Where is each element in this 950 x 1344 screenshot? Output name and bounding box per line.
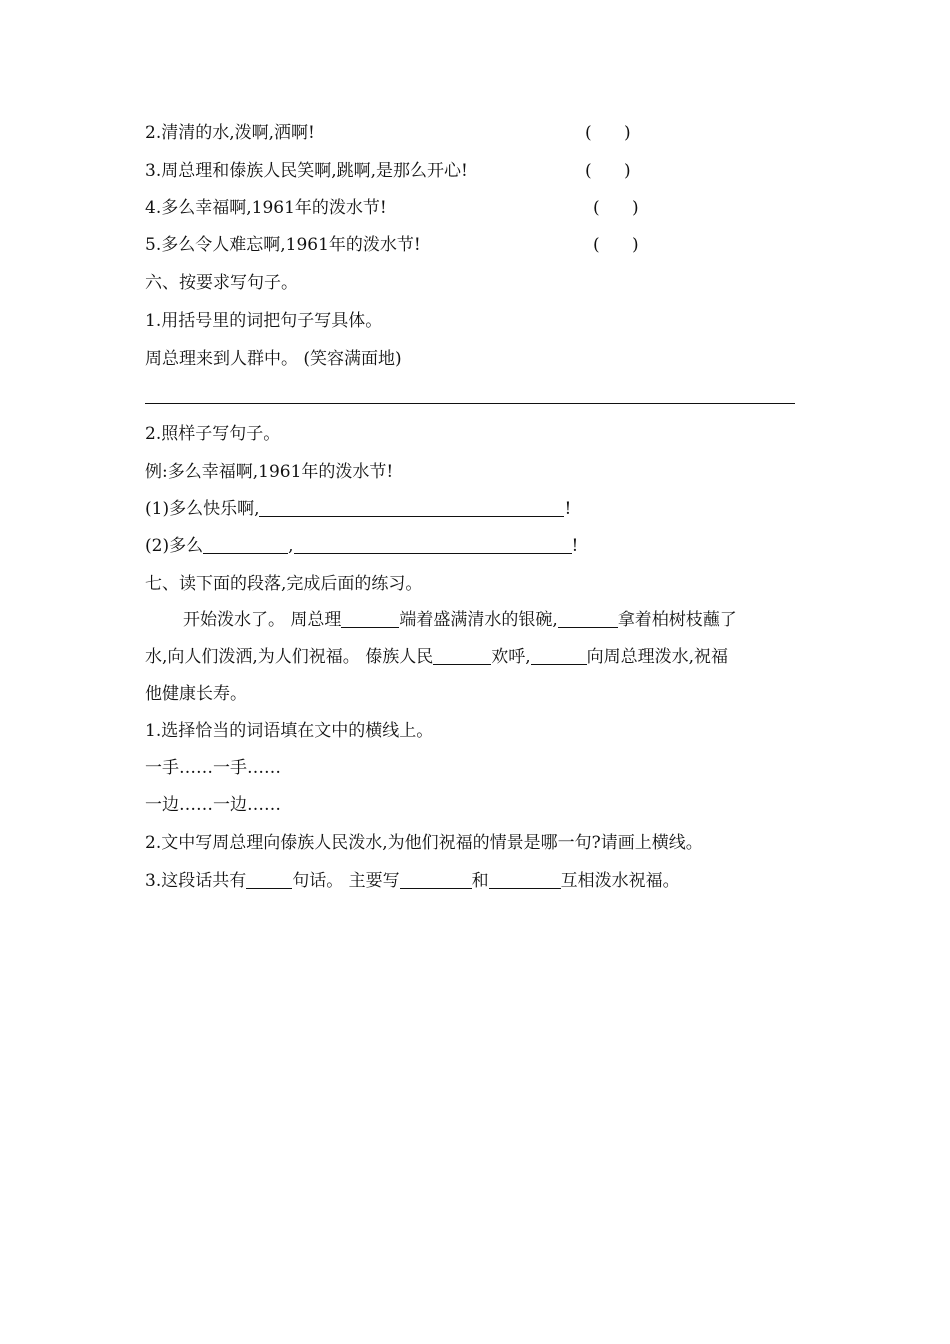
answer-parenthesis[interactable]: ( ): [593, 235, 639, 255]
passage-text: 端着盛满清水的银碗,: [399, 610, 558, 630]
question-text: 和: [471, 871, 489, 891]
comma: ,: [288, 536, 294, 556]
example-sentence: 例:多么幸福啊,1961年的泼水节!: [145, 462, 394, 482]
question-text: 互相泼水祝福。: [560, 871, 680, 891]
answer-blank[interactable]: [341, 609, 399, 628]
passage-text: 水,向人们泼洒,为人们祝福。 傣族人民: [145, 647, 434, 667]
answer-parenthesis[interactable]: ( ): [585, 161, 631, 181]
fill-item-1: [145, 497, 571, 521]
section-six-title: 六、按要求写句子。: [145, 273, 298, 293]
answer-blank[interactable]: [531, 646, 587, 665]
question-text: 3.这段话共有: [145, 871, 247, 891]
question-one: 1.用括号里的词把句子写具体。: [145, 311, 383, 331]
answer-blank[interactable]: [489, 870, 561, 889]
option-one: 一手……一手……: [145, 758, 281, 778]
passage-question-3: [145, 869, 680, 893]
fill-item-prefix: (1)多么快乐啊,: [145, 499, 260, 519]
passage-line-2: [145, 645, 728, 669]
fill-item-prefix: (2)多么: [145, 536, 204, 556]
passage-text: 拿着柏树枝蘸了: [617, 610, 737, 630]
judge-text: 4.多么幸福啊,1961年的泼水节!: [145, 198, 387, 218]
answer-blank[interactable]: [203, 535, 288, 554]
passage-text: 向周总理泼水,祝福: [586, 647, 729, 667]
exclamation-mark: !: [564, 499, 572, 519]
answer-blank[interactable]: [294, 535, 572, 554]
question-one-sentence: 周总理来到人群中。 (笑容满面地): [145, 349, 402, 369]
answer-blank[interactable]: [400, 870, 472, 889]
passage-line-3: 他健康长寿。: [145, 684, 247, 704]
answer-blank[interactable]: [246, 870, 292, 889]
judge-text: 5.多么令人难忘啊,1961年的泼水节!: [145, 235, 421, 255]
answer-parenthesis[interactable]: ( ): [593, 198, 639, 218]
passage-question-1: 1.选择恰当的词语填在文中的横线上。: [145, 721, 434, 741]
passage-question-2: 2.文中写周总理向傣族人民泼水,为他们祝福的情景是哪一句?请画上横线。: [145, 833, 703, 853]
fill-item-2: [145, 534, 578, 558]
judge-text: 3.周总理和傣族人民笑啊,跳啊,是那么开心!: [145, 161, 468, 181]
passage-line-1: [145, 608, 737, 632]
judge-text: 2.清清的水,泼啊,洒啊!: [145, 123, 315, 143]
answer-blank[interactable]: [433, 646, 491, 665]
answer-parenthesis[interactable]: ( ): [585, 123, 631, 143]
option-two: 一边……一边……: [145, 795, 281, 815]
answer-blank[interactable]: [259, 498, 564, 517]
passage-text: 欢呼,: [491, 647, 531, 667]
answer-blank[interactable]: [558, 609, 618, 628]
section-seven-title: 七、读下面的段落,完成后面的练习。: [145, 574, 423, 594]
question-text: 句话。 主要写: [292, 871, 400, 891]
passage-text: 开始泼水了。 周总理: [183, 610, 342, 630]
exclamation-mark: !: [571, 536, 579, 556]
question-two: 2.照样子写句子。: [145, 424, 281, 444]
answer-line[interactable]: [145, 403, 795, 404]
